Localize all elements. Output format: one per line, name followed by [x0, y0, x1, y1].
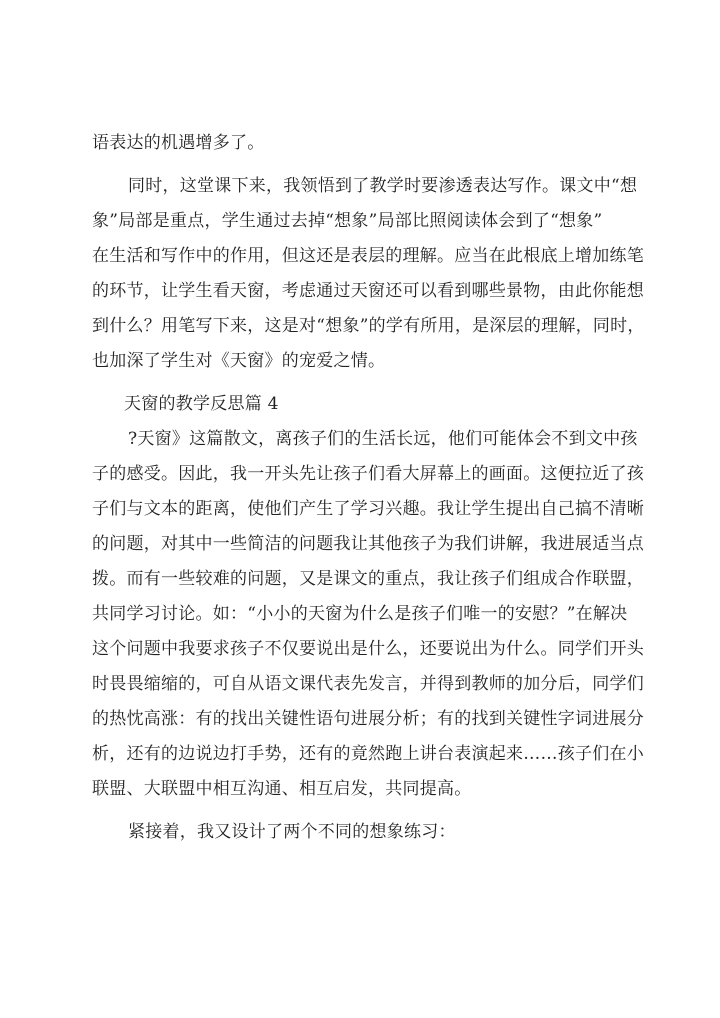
paragraph-line: 语表达的机遇增多了。	[92, 133, 265, 153]
document-body	[92, 126, 645, 850]
paragraph-line: 在生活和写作中的作用，但这还是表层的理解。应当在此根底上增加练笔	[92, 246, 644, 266]
paragraph-line: 析，还有的边说边打手势，还有的竟然跑上讲台表演起来……孩子们在小	[92, 744, 644, 764]
paragraph-line: 这个问题中我要求孩子不仅要说出是什么，还要说出为什么。同学们开头	[92, 639, 644, 659]
paragraph-line: 子们与文本的距离，使他们产生了学习兴趣。我让学生提出自己搞不清晰	[92, 499, 644, 519]
paragraph-gap	[92, 161, 638, 169]
paragraph-line: 同时，这堂课下来，我领悟到了教学时要渗透表达写作。课文中“想	[128, 176, 638, 196]
paragraph-line: 紧接着，我又设计了两个不同的想象练习：	[128, 822, 456, 842]
paragraph-line: 象”局部是重点，学生通过去掉“想象”局部比照阅读体会到了“想象”	[92, 211, 603, 231]
paragraph-line: 的问题，对其中一些简洁的问题我让其他孩子为我们讲解，我进展适当点	[92, 534, 644, 554]
paragraph-line: 的环节，让学生看天窗，考虑通过天窗还可以看到哪些景物，由此你能想	[92, 281, 644, 301]
paragraph-gap	[92, 379, 638, 387]
paragraph-line: 联盟、大联盟中相互沟通、相互启发，共同提高。	[92, 779, 472, 799]
paragraph-line: 到什么？用笔写下来，这是对“想象”的学有所用，是深层的理解，同时，	[92, 316, 645, 336]
paragraph-line: 拨。而有一些较难的问题，又是课文的重点，我让孩子们组成合作联盟，	[92, 569, 644, 589]
paragraph-line: 时畏畏缩缩的，可自从语文课代表先发言，并得到教师的加分后，同学们	[92, 674, 644, 694]
paragraph-gap	[92, 807, 638, 815]
section-heading: 天窗的教学反思篇 4	[124, 394, 279, 414]
paragraph-line: 共同学习讨论。如：“小小的天窗为什么是孩子们唯一的安慰？”在解决	[92, 604, 628, 624]
paragraph-line: ?天窗》这篇散文，离孩子们的生活长远，他们可能体会不到文中孩	[128, 429, 638, 449]
paragraph-line: 也加深了学生对《天窗》的宠爱之情。	[92, 351, 386, 371]
paragraph-line: 子的感受。因此，我一开头先让孩子们看大屏幕上的画面。这便拉近了孩	[92, 464, 644, 484]
paragraph-line: 的热忱高涨：有的找出关键性语句进展分析；有的找到关键性字词进展分	[92, 709, 644, 729]
